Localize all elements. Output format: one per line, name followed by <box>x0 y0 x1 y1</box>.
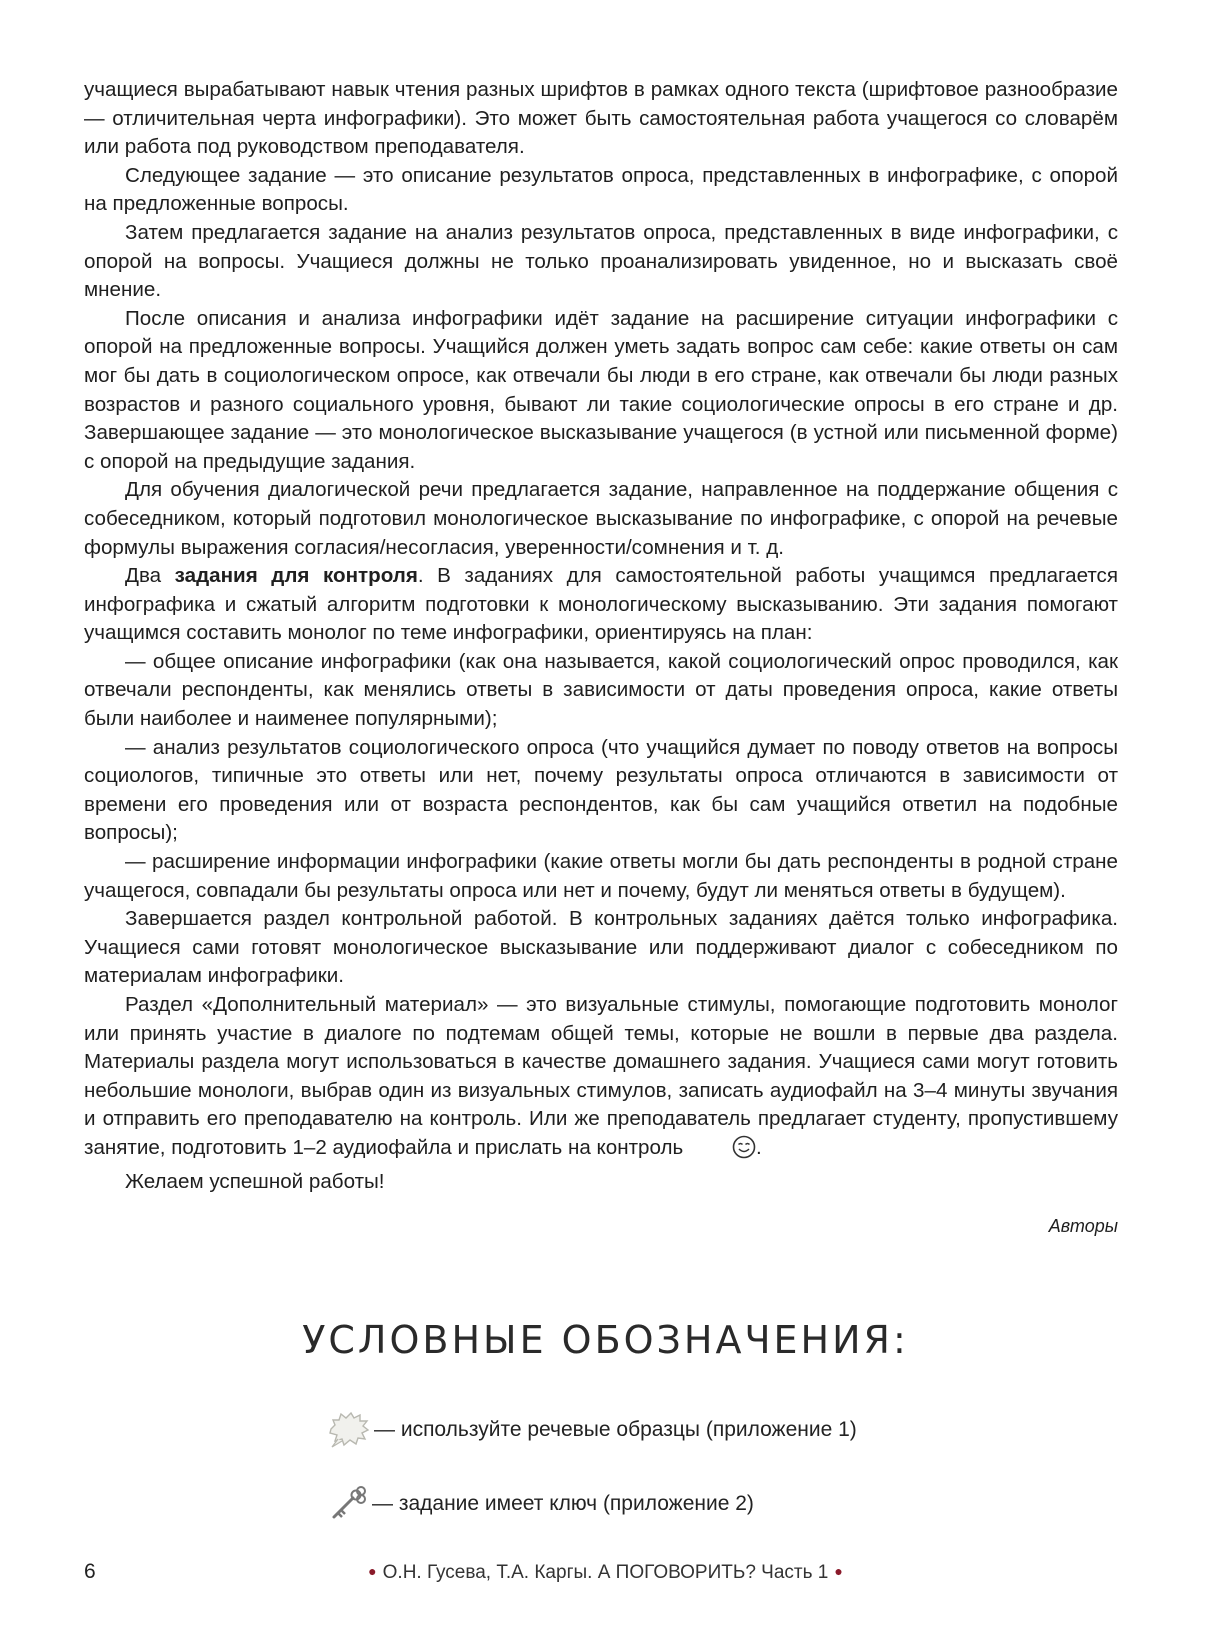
speech-bubble-icon <box>328 1411 374 1449</box>
smiley-icon <box>691 1135 756 1168</box>
legend-item-speech-samples <box>328 1411 857 1449</box>
plan-item-2: — анализ результатов социологического опроса (что учащийся думает по поводу ответов на вопросы социологов, типичные это ответы или нет, почему результаты опроса отличаются в зависимости от времени его проведения или от возраста респондентов, как бы сам учащийся ответил на подобные вопросы); <box>84 735 1118 845</box>
paragraph-6-rest: . В заданиях для самостоятельной работы учащимся предлагается инфографика и сжатый алгоритм подготовки к монологическому высказыванию. Эти задания помогают учащимся составить монолог по теме инфографики, ориентируясь на план: <box>84 564 1118 645</box>
body-text <box>84 76 1118 1241</box>
paragraph-11-end: . <box>755 1135 762 1159</box>
paragraph-5: Для обучения диалогической речи предлагается задание, направленное на поддержание общения с собеседником, который подготовил монологическое высказывание по инфографике, с опорой на речевые формулы выражения согласия/несогласия, уверенности/сомнения и т. д. <box>84 478 1118 559</box>
legend-item-key <box>328 1484 754 1524</box>
legend-item-1-text: — используйте речевые образцы (приложение 1) <box>374 1418 857 1441</box>
running-footer <box>0 1562 1211 1584</box>
authors-signature: Авторы <box>1048 1216 1118 1237</box>
legend-item-2-text: — задание имеет ключ (приложение 2) <box>372 1492 754 1515</box>
footer <box>0 1560 1211 1590</box>
paragraph-10: Завершается раздел контрольной работой. В контрольных заданиях даётся только инфографика. Учащиеся сами готовят монологическое высказывание или поддерживают диалог с собеседником по материалам инфографики. <box>84 907 1118 988</box>
page-number: 6 <box>84 1560 96 1583</box>
key-icon <box>328 1484 372 1524</box>
paragraph-6-bold: задания для контроля <box>174 564 418 588</box>
paragraph-4: После описания и анализа инфографики идёт задание на расширение ситуации инфографики с опорой на предложенные вопросы. Учащийся должен уметь задать вопрос сам себе: какие ответы он сам мог бы дать в социологическом опросе, как отвечали бы люди в его стране, как отвечали бы люди разных возрастов и разного социального уровня, бывают ли такие социологические опросы в его стране и др. Завершающее задание — это монологическое высказывание учащегося (в устной или письменной форме) с опорой на предыдущие задания. <box>84 306 1118 473</box>
legend-title: УСЛОВНЫЕ ОБОЗНАЧЕНИЯ: <box>302 1318 909 1362</box>
plan-item-3: — расширение информации инфографики (какие ответы могли бы дать респонденты в родной стране учащегося, совпадали бы результаты опроса или нет и почему, будут ли меняться ответы в будущем). <box>84 850 1118 902</box>
paragraph-6-start: Два <box>125 564 175 588</box>
paragraph-1: учащиеся вырабатывают навык чтения разных шрифтов в рамках одного текста (шрифтовое разнообразие — отличительная черта инфографики). Это может быть самостоятельная работа учащегося со словарём или работа под руководством преподавателя. <box>84 78 1118 159</box>
footer-text: О.Н. Гусева, Т.А. Каргы. А ПОГОВОРИТЬ? Часть 1 <box>382 1562 829 1583</box>
paragraph-3: Затем предлагается задание на анализ результатов опроса, представленных в виде инфографики, с опорой на вопросы. Учащиеся должны не только проанализировать увиденное, но и высказать своё мнение. <box>84 220 1118 302</box>
paragraph-2: Следующее задание — это описание результатов опроса, представленных в инфографике, с опорой на предложенные вопросы. <box>84 163 1118 216</box>
bullet-icon: ● <box>834 1563 843 1579</box>
plan-item-1: — общее описание инфографики (как она называется, какой социологический опрос проводился, как отвечали респонденты, как менялись ответы в зависимости от даты проведения опроса, какие ответы были наиболее и наименее популярными); <box>84 649 1118 731</box>
paragraph-11-text: Раздел «Дополнительный материал» — это визуальные стимулы, помогающие подготовить монолог или принять участие в диалоге по подтемам общей темы, которые не вошли в первые два раздела. Материалы раздела могут использоваться в качестве домашнего задания. Учащиеся сами могут готовить небольшие монологи, выбрав один из визуальных стимулов, записать аудиофайл на 3–4 минуты звучания и отправить его преподавателю на контроль. Или же преподаватель предлагает студенту, пропустившему занятие, подготовить 1–2 аудиофайла и прислать на контроль <box>84 993 1118 1159</box>
paragraph-12: Желаем успешной работы! <box>125 1169 385 1193</box>
paragraph-6 <box>84 562 1118 648</box>
bullet-icon: ● <box>368 1563 377 1579</box>
paragraph-11 <box>84 991 1118 1168</box>
